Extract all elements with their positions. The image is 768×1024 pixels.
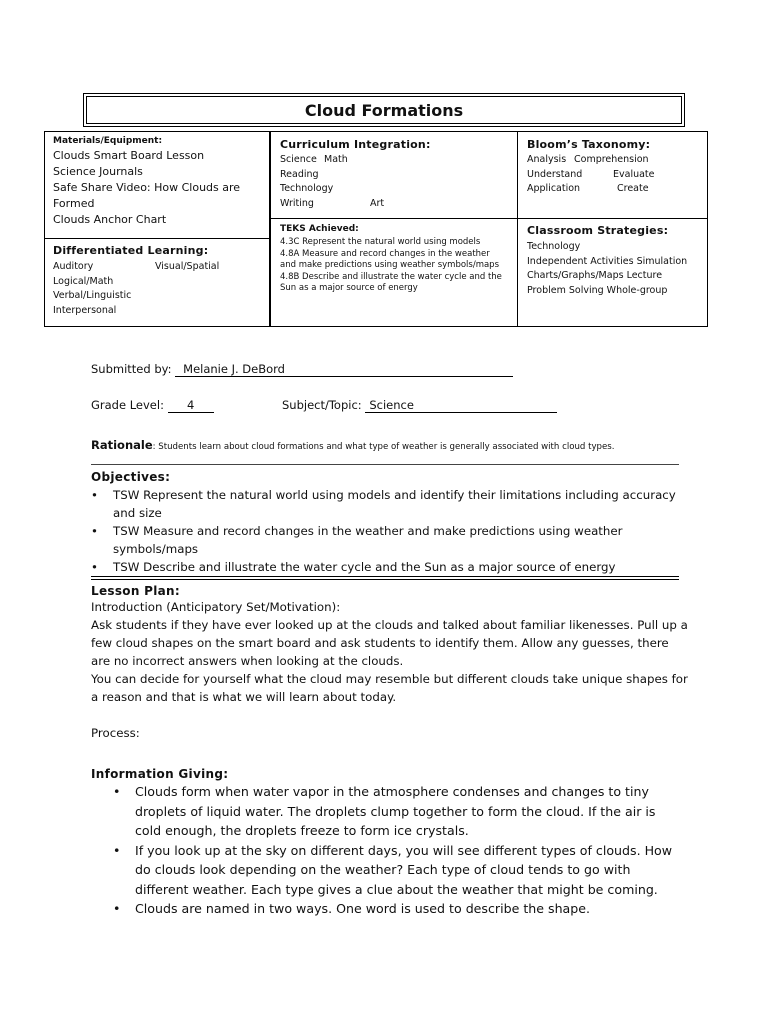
rationale-label: Rationale xyxy=(91,438,153,452)
objective-item: • TSW Measure and record changes in the weather and make predictions using weather symbols/maps xyxy=(91,522,681,558)
blooms-item: Analysis xyxy=(527,154,567,165)
differentiated-item: Verbal/Linguistic xyxy=(53,290,132,301)
differentiated-row xyxy=(53,275,261,290)
differentiated-box xyxy=(44,238,270,327)
curriculum-row xyxy=(280,168,508,183)
objectives-heading: Objectives: xyxy=(91,470,171,484)
curriculum-box xyxy=(270,131,518,219)
submitted-value: Melanie J. DeBord xyxy=(175,362,513,377)
teks-item: 4.8A Measure and record changes in the weather and make predictions using weather symbols/maps xyxy=(280,248,500,270)
differentiated-item: Logical/Math xyxy=(53,275,114,287)
blooms-item: Understand xyxy=(527,168,583,180)
info-item: • If you look up at the sky on different days, you will see different types of clouds. How do clouds look depending on the weather? Each type of cloud tends to go with different weather. Each type gives a clue about the weather that might be coming. xyxy=(113,841,681,900)
divider xyxy=(91,576,679,577)
grade-value: 4 xyxy=(168,398,214,413)
strategies-list xyxy=(527,240,698,298)
strategies-heading: Classroom Strategies: xyxy=(527,224,669,237)
rationale-row xyxy=(91,434,691,453)
blooms-item: Application xyxy=(527,183,581,194)
strategies-box xyxy=(517,218,708,327)
strategies-item: Technology xyxy=(527,241,581,252)
subject-value: Science xyxy=(365,398,557,413)
materials-item: Science Journals xyxy=(53,165,143,178)
subject-label: Subject/Topic: xyxy=(282,398,362,412)
info-giving-heading: Information Giving: xyxy=(91,767,229,781)
differentiated-list xyxy=(53,260,261,318)
grade-row xyxy=(91,398,214,413)
materials-list xyxy=(53,148,261,228)
teks-item: 4.3C Represent the natural world using models xyxy=(280,237,481,247)
curriculum-row xyxy=(280,153,508,168)
objective-item: • TSW Represent the natural world using models and identify their limitations including accuracy and size xyxy=(91,486,681,522)
blooms-row xyxy=(527,153,698,168)
blooms-box xyxy=(517,131,708,219)
differentiated-row xyxy=(53,289,261,304)
intro-label: Introduction (Anticipatory Set/Motivation): xyxy=(91,600,341,614)
blooms-row xyxy=(527,168,698,183)
teks-list xyxy=(280,237,508,295)
materials-item: Safe Share Video: How Clouds are Formed xyxy=(53,181,241,210)
objectives-section xyxy=(91,470,681,576)
blooms-item: Comprehension xyxy=(574,154,649,165)
objective-item: • TSW Describe and illustrate the water cycle and the Sun as a major source of energy xyxy=(91,558,681,576)
curriculum-item: Reading xyxy=(280,168,319,180)
divider xyxy=(91,579,679,580)
differentiated-item: Visual/Spatial xyxy=(155,261,220,272)
curriculum-item: Writing xyxy=(280,197,314,209)
info-giving-list xyxy=(91,782,681,919)
blooms-heading: Bloom’s Taxonomy: xyxy=(527,138,651,151)
info-item: • Clouds form when water vapor in the atmosphere condenses and changes to tiny droplets of liquid water. The droplets clump together to form the cloud. If the air is cold enough, the droplets freeze to form ice crystals. xyxy=(113,782,681,841)
curriculum-row xyxy=(280,197,508,212)
materials-heading: Materials/Equipment: xyxy=(53,136,163,146)
curriculum-item: Art xyxy=(370,197,385,209)
blooms-row xyxy=(527,182,698,197)
materials-item: Clouds Anchor Chart xyxy=(53,213,167,226)
teks-heading: TEKS Achieved: xyxy=(280,224,359,234)
grade-label: Grade Level: xyxy=(91,398,164,412)
curriculum-item: Technology xyxy=(280,183,334,194)
strategies-item: Independent Activities Simulation xyxy=(527,255,688,267)
lesson-plan-section xyxy=(91,584,689,742)
curriculum-item: Math xyxy=(324,154,348,165)
differentiated-heading: Differentiated Learning: xyxy=(53,244,209,257)
subject-row xyxy=(282,398,557,413)
objectives-list xyxy=(91,486,681,576)
blooms-list xyxy=(527,153,698,197)
blooms-item: Evaluate xyxy=(613,168,655,180)
differentiated-row xyxy=(53,304,261,319)
differentiated-item: Interpersonal xyxy=(53,304,117,316)
divider xyxy=(91,464,679,465)
title-box xyxy=(83,93,685,127)
blooms-item: Create xyxy=(617,183,649,194)
teks-item: 4.8B Describe and illustrate the water cycle and the Sun as a major source of energy xyxy=(280,271,502,293)
materials-box xyxy=(44,131,270,239)
intro-paragraph: Ask students if they have ever looked up at the clouds and talked about familiar likenesses. Pull up a few cloud shapes on the smart board and ask students to identify them. Allow any guesses, there are no incorrect answers when looking at the clouds. xyxy=(91,618,688,668)
curriculum-row xyxy=(280,182,508,197)
lesson-plan-heading: Lesson Plan: xyxy=(91,584,180,598)
differentiated-row xyxy=(53,260,261,275)
intro-paragraph: You can decide for yourself what the cloud may resemble but different clouds take unique shapes for a reason and that is what we will learn about today. xyxy=(91,672,688,704)
rationale-text: : Students learn about cloud formations and what type of weather is generally associated with cloud types. xyxy=(152,442,615,452)
submitted-label: Submitted by: xyxy=(91,362,172,376)
strategies-item: Charts/Graphs/Maps Lecture xyxy=(527,270,663,281)
curriculum-list xyxy=(280,153,508,211)
info-giving-section xyxy=(91,767,681,919)
curriculum-heading: Curriculum Integration: xyxy=(280,138,431,151)
strategies-item: Problem Solving Whole-group xyxy=(527,284,668,296)
submitted-row xyxy=(91,362,513,377)
page-title: Cloud Formations xyxy=(86,96,682,124)
info-item: • Clouds are named in two ways. One word is used to describe the shape. xyxy=(113,899,681,919)
process-label: Process: xyxy=(91,726,140,740)
differentiated-item: Auditory xyxy=(53,261,94,272)
teks-box xyxy=(270,218,518,327)
materials-item: Clouds Smart Board Lesson xyxy=(53,149,205,162)
curriculum-item: Science xyxy=(280,154,317,165)
